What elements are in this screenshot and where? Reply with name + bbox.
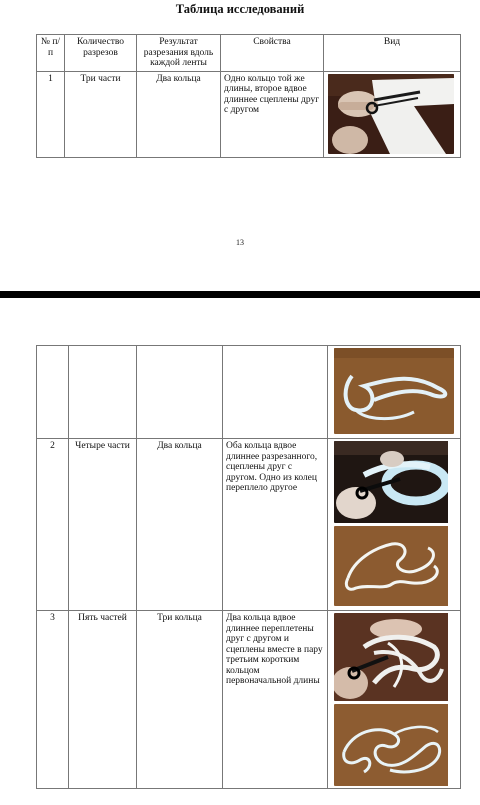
page-divider — [0, 291, 480, 298]
header-result: Результат разрезания вдоль каждой ленты — [137, 35, 221, 72]
view-cell — [328, 611, 461, 789]
row-cuts: Пять частей — [69, 611, 137, 789]
photo-cutting-tangle — [334, 613, 452, 701]
header-cuts: Количество разрезов — [65, 35, 137, 72]
header-view: Вид — [324, 35, 461, 72]
row-result: Три кольца — [137, 611, 223, 789]
row-cuts: Три части — [65, 71, 137, 157]
row-result: Два кольца — [137, 71, 221, 157]
row-result — [137, 346, 223, 439]
row-cuts — [69, 346, 137, 439]
row-num: 1 — [37, 71, 65, 157]
row-num: 2 — [37, 439, 69, 611]
row-props: Одно кольцо той же длины, второе вдвое длиннее сцеплены друг с другом — [221, 71, 324, 157]
page-top — [0, 0, 480, 290]
photo-rings-row1 — [334, 348, 454, 434]
table-row — [37, 611, 461, 789]
photo-rings-row2 — [334, 526, 452, 606]
row-num: 3 — [37, 611, 69, 789]
header-props: Свойства — [221, 35, 324, 72]
photo-cutting-strip — [328, 74, 454, 154]
row-num — [37, 346, 69, 439]
row-props: Два кольца вдвое длиннее переплетены друг с другом и сцеплены вместе в пару третьим коротким кольцом первоначальной длины — [223, 611, 328, 789]
view-cell — [324, 71, 461, 157]
page-title: Таблица исследований — [175, 2, 305, 16]
table-header-row — [37, 35, 461, 72]
row-props: Оба кольца вдвое длиннее разрезанного, сцеплены друг с другом. Одно из колец переплело другое — [223, 439, 328, 611]
photo-rings-row3 — [334, 704, 452, 786]
table-row — [37, 439, 461, 611]
view-cell — [328, 346, 461, 439]
photo-cutting-blue-ring — [334, 441, 452, 523]
research-table-bottom — [36, 345, 461, 789]
table-row — [37, 71, 461, 157]
research-table-top — [36, 34, 461, 158]
header-num: № п/п — [37, 35, 65, 72]
row-cuts: Четыре части — [69, 439, 137, 611]
page-number: 13 — [236, 238, 244, 247]
view-cell — [328, 439, 461, 611]
row-props — [223, 346, 328, 439]
row-result: Два кольца — [137, 439, 223, 611]
table-row — [37, 346, 461, 439]
